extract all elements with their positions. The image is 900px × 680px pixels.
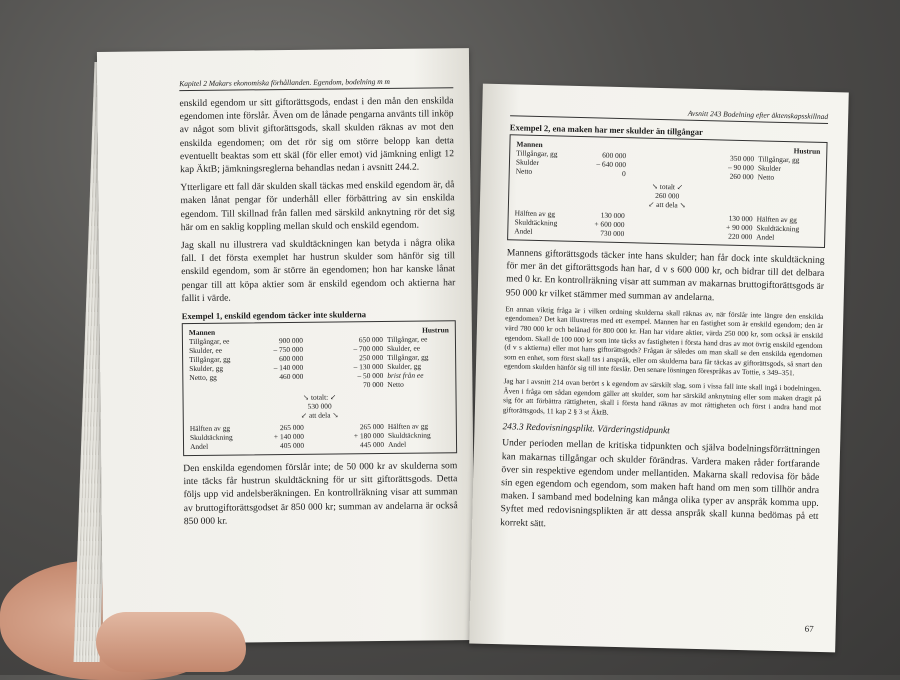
row-label: Netto xyxy=(387,379,404,389)
row-label: Tillgångar, ee xyxy=(188,336,230,347)
row-value: – 750 000 xyxy=(273,344,304,355)
row-value: + 90 000 xyxy=(726,222,753,233)
left-bottom xyxy=(514,208,625,238)
paragraph: Under perioden mellan de kritiska tidpunkten och själva bodelningsförrättningen kan makarnas tillgångar och skulder förändras. Vardera maken råder fortfarande över sin respektive egendom under mellantiden. Makarna skall redovisa för både sin egen egendom och egendom, som maken haft hand om men som tillhör andra maken. I samband med bodelning kan många olika typer av anspråk komma upp. Syftet med redovisningsplikten är att dessa anspråk skall kunna bedömas på ett korrekt sätt. xyxy=(500,437,821,529)
paragraph: Jag skall nu illustrera vad skuldtäckningen kan betyda i några olika fall. I det första exemplet har hustrun skulder som hänför sig till enskild egendom, som är större än egendomen; hon har kanske lånat pengar till att köpa aktier som är enskild egendom och aktierna har fallit i värde. xyxy=(180,237,456,304)
row-value: 650 000 xyxy=(358,335,383,345)
row-label: Skuldtäckning xyxy=(387,430,431,440)
right-party xyxy=(710,144,821,183)
row-label: Tillgångar, gg xyxy=(189,354,231,365)
row-value: – 640 000 xyxy=(596,159,627,170)
row-value: 220 000 xyxy=(728,231,753,242)
example-box xyxy=(182,320,457,456)
row-label: Netto, gg xyxy=(189,372,217,383)
total-label: totalt xyxy=(659,181,676,192)
row-value: 260 000 xyxy=(729,171,754,182)
arrow-icon: ↘ xyxy=(302,392,311,402)
paragraph: Ytterligare ett fall där skulden skall täckas med enskild egendom är, då maken lånat pengar för underhåll eller förbättring av sin enskilda egendom. Till skillnad från fallen med särskild anknytning rör det sig här om en saklig koppling mellan skuld och enskild egendom. xyxy=(180,179,455,233)
row-label: Tillgångar, ee xyxy=(386,334,428,344)
arrow-icon: ↘ xyxy=(330,410,339,420)
row-label: Netto xyxy=(757,172,775,182)
row-value: + 180 000 xyxy=(353,431,384,441)
right-bottom xyxy=(708,213,819,243)
total-block xyxy=(189,391,449,421)
row-label: Skulder xyxy=(515,157,540,168)
left-bottom xyxy=(190,423,304,451)
example-box xyxy=(507,134,827,248)
left-party xyxy=(516,139,627,178)
row-label: Andel xyxy=(387,439,407,449)
party-name: Mannen xyxy=(516,139,543,150)
open-book xyxy=(88,48,848,648)
row-label: Skulder xyxy=(757,163,782,173)
row-label: Hälften av gg xyxy=(514,208,556,219)
row-value: 445 000 xyxy=(359,440,385,450)
row-value: 460 000 xyxy=(279,371,304,382)
row-label: Andel xyxy=(190,441,209,452)
paragraph: Den enskilda egendomen förslår inte; de 50 000 kr av skulderna som inte täcks får hustrun skuldtäckning för ur sitt giftorättsgods. Detta följs upp vid andelsberäkningen. En kontrollräkning visar att summan av bruttogiftorättsgodset är 850 000 kr; summan av andelarna är också 850 000 kr. xyxy=(183,460,458,527)
row-label: Hälften av gg xyxy=(189,423,231,434)
row-value: – 700 000 xyxy=(353,344,384,354)
row-label: Netto xyxy=(515,166,533,176)
row-value: 250 000 xyxy=(359,353,384,363)
party-name: Mannen xyxy=(188,327,216,338)
total-value: 530 000 xyxy=(307,401,332,411)
row-value: – 50 000 xyxy=(357,371,384,381)
row-value: – 90 000 xyxy=(727,162,755,173)
row-label: Tillgångar, gg xyxy=(516,148,558,159)
arrow-icon: ↘ xyxy=(651,181,660,191)
row-value: – 130 000 xyxy=(353,362,384,372)
row-value: 265 000 xyxy=(279,422,304,433)
total-value: 260 000 xyxy=(655,190,680,201)
thumb xyxy=(96,612,246,672)
page-number: 67 xyxy=(804,623,814,634)
row-label: Skulder, gg xyxy=(387,361,422,371)
row-label: Skulder, ee xyxy=(188,345,223,356)
row-value: + 600 000 xyxy=(594,219,625,230)
row-label: Hälften av gg xyxy=(756,214,798,225)
right-bottom xyxy=(336,421,450,449)
row-label: Skulder, gg xyxy=(189,363,224,374)
row-value: 130 000 xyxy=(600,210,625,221)
paragraph: enskild egendom ur sitt giftorättsgods, endast i den mån den enskilda egendomen inte förslår. Även om de lånade pengarna använts till inköp av något som blivit giftorättsgods, skall skulden räknas av mot den enskilda egendomen; om det rör sig om större belopp kan detta eventuellt beaktas som ett skäl (för eller emot) vid jämkning enligt 12 kap ÄktB; jämkningsreglerna behandlas nedan i avsnitt 244.2. xyxy=(179,95,455,176)
example-title: Exempel 1, enskild egendom täcker inte skulderna xyxy=(181,309,367,322)
small-paragraph: En annan viktig fråga är i vilken ordning skulderna skall räknas av, när förslår inte längre den enskilda egendomen? Det kan illustreras med ett exempel. Mannen har en fastighet som är enskild egendom; den är värd 780 000 kr och belånad för 800 000 kr. Han har vidare aktier, värda 250 000 kr, som också är enskild egendom. Skall de 100 000 kr som inte täcks av fastigheten i första hand dras av mot övrig enskild egendom (d v s aktierna) eller mot hans giftorättsgods? Frågan är således om man skall se den enskilda egendomen som en enhet, som först skall tas i anspråk, eller om skulderna bara får täckas av giftorättsgods, så snart den egendom skulden hänför sig till inte förslår. Den senare lösningen förespråkas av Tottie, s 349–351. xyxy=(503,304,824,378)
row-label: Skuldtäckning xyxy=(514,217,558,228)
arrow-icon: ↙ xyxy=(300,410,309,420)
total-block xyxy=(515,178,820,212)
total-label: totalt: xyxy=(310,392,329,402)
running-head: Avsnitt 243 Bodelning efter äktenskapsskillnad xyxy=(510,104,828,124)
right-party xyxy=(319,325,450,389)
running-head: Kapitel 2 Makars ekonomiska förhållanden. Egendom, bodelning m m xyxy=(179,76,453,91)
left-party xyxy=(189,327,320,391)
row-value: + 140 000 xyxy=(273,431,304,442)
row-label: Andel xyxy=(514,226,533,236)
row-value: – 140 000 xyxy=(273,362,304,373)
section-heading: 243.3 Redovisningsplikt. Värderingstidpunkt xyxy=(502,422,670,437)
small-paragraph: Jag har i avsnitt 214 ovan berört s k egendom av särskilt slag, som i vissa fall inte skall ingå i bodelningen. Även i fråga om sådan egendom gäller att skulder, som har särskild anknytning eller som maken dragit på sig för att förbättra rättigheten, skall i första hand räknas av mot rättigheten och först i andra hand mot giftorättsgods, 11 kap 2 § 3 st ÄktB. xyxy=(502,376,822,417)
row-value: 70 000 xyxy=(363,380,384,390)
row-label: Skuldtäckning xyxy=(189,432,233,443)
arrow-icon: ↙ xyxy=(328,392,337,402)
row-value: 350 000 xyxy=(730,153,755,164)
divide-label: att dela xyxy=(308,410,331,420)
party-name: Hustrun xyxy=(793,146,821,156)
row-label: Tillgångar, gg xyxy=(387,352,429,362)
row-label: Hälften av gg xyxy=(387,421,429,431)
row-value: 900 000 xyxy=(278,335,303,346)
right-page xyxy=(469,84,849,653)
row-value: 600 000 xyxy=(602,150,627,161)
arrow-icon: ↙ xyxy=(674,182,684,192)
row-label: Skuldtäckning xyxy=(756,223,800,234)
party-name: Hustrun xyxy=(422,325,449,335)
left-page xyxy=(97,48,475,644)
row-label: Skulder, ee xyxy=(386,343,421,353)
row-value: 600 000 xyxy=(279,353,304,364)
row-value: 405 000 xyxy=(279,440,305,451)
row-value: 130 000 xyxy=(728,213,753,224)
paragraph: Mannens giftorättsgods täcker inte hans skulder; han får dock inte skuldtäckning för mer än det giftorättsgods han har, d v s 600 000 kr, och bidrar till det delbara med 0 kr. En kontrollräkning visar att summan av makarnas bruttogiftorättsgods är 950 000 kr vilket stämmer med summan av andelarna. xyxy=(505,247,825,303)
row-label: Tillgångar, gg xyxy=(758,154,800,165)
arrow-icon: ↙ xyxy=(648,199,657,209)
arrow-icon: ↘ xyxy=(677,200,686,210)
row-value: 0 xyxy=(621,169,626,179)
row-label: brist från ee xyxy=(387,370,424,380)
row-value: 730 000 xyxy=(600,228,625,239)
row-value: 265 000 xyxy=(359,422,384,432)
example-title: Exempel 2, ena maken har mer skulder än tillgångar xyxy=(509,122,704,138)
divide-label: att dela xyxy=(656,199,678,210)
row-label: Andel xyxy=(756,232,775,242)
